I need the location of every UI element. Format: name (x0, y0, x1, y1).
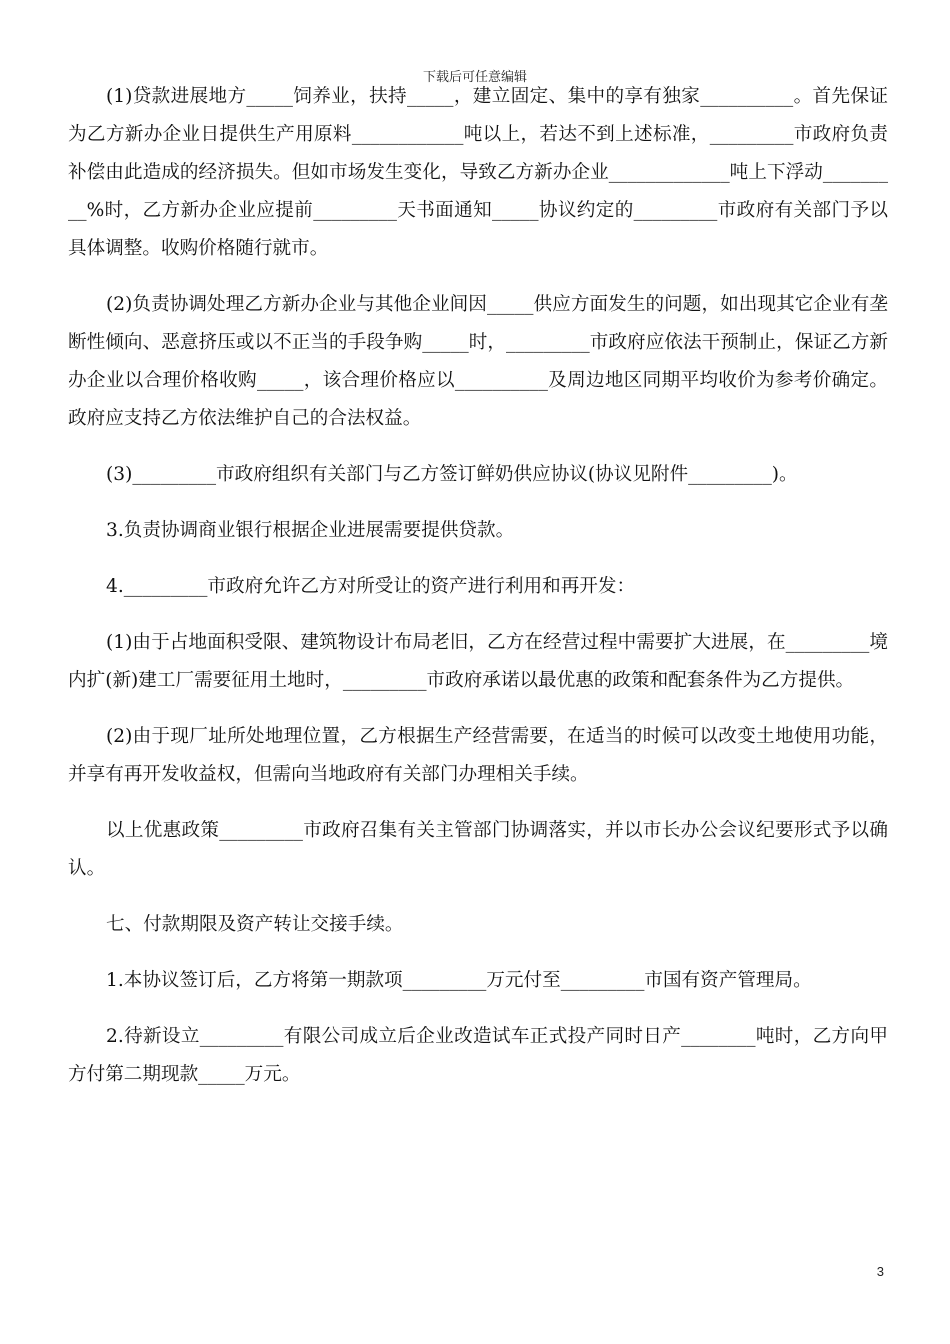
paragraph-7-1: 1.本协议签订后，乙方将第一期款项_________万元付至_________市国有资产管理局。 (106, 970, 812, 991)
header-note: 下载后可任意编辑 (422, 70, 527, 85)
page-number: 3 (876, 1264, 884, 1279)
paragraph-1-1: (1)贷款进展地方_____饲养业，扶持_____，建立固定、集中的享有独家__________。首先保证为乙方新办企业日提供生产用原料____________吨以上，若达不到上述标准，_________市政府负责补偿由此造成的经济损失。但如市场发生变化，导致乙方新办企业_____________吨上下浮动_________%时，乙方新办企业应提前_________天书面通知_____协议约定的_________市政府有关部门予以具体调整。收购价格随行就市。 (68, 86, 888, 259)
paragraph-4-1: (1)由于占地面积受限、建筑物设计布局老旧，乙方在经营过程中需要扩大进展，在_________境内扩(新)建工厂需要征用土地时，_________市政府承诺以最优惠的政策和配套条件为乙方提供。 (68, 632, 888, 691)
paragraph-3: 3.负责协调商业银行根据企业进展需要提供贷款。 (106, 520, 515, 541)
paragraph-7-2: 2.待新设立_________有限公司成立后企业改造试车正式投产同时日产________吨时，乙方向甲方付第二期现款_____万元。 (68, 1026, 888, 1085)
paragraph-1-2: (2)负责协调处理乙方新办企业与其他企业间因_____供应方面发生的问题，如出现其它企业有垄断性倾向、恶意挤压或以不正当的手段争购_____时，_________市政府应依法干预制止，保证乙方新办企业以合理价格收购_____，该合理价格应以__________及周边地区同期平均收价为参考价确定。政府应支持乙方依法维护自己的合法权益。 (68, 294, 888, 429)
section-heading-7: 七、付款期限及资产转让交接手续。 (106, 914, 404, 935)
document-body (68, 78, 888, 1094)
paragraph-1-3: (3)_________市政府组织有关部门与乙方签订鲜奶供应协议(协议见附件_________)。 (106, 464, 798, 485)
paragraph-4-2: (2)由于现厂址所处地理位置，乙方根据生产经营需要，在适当的时候可以改变土地使用功能，并享有再开发收益权，但需向当地政府有关部门办理相关手续。 (68, 726, 888, 785)
paragraph-summary: 以上优惠政策_________市政府召集有关主管部门协调落实，并以市长办公会议纪要形式予以确认。 (68, 820, 888, 879)
paragraph-4: 4._________市政府允许乙方对所受让的资产进行利用和再开发： (106, 576, 636, 597)
